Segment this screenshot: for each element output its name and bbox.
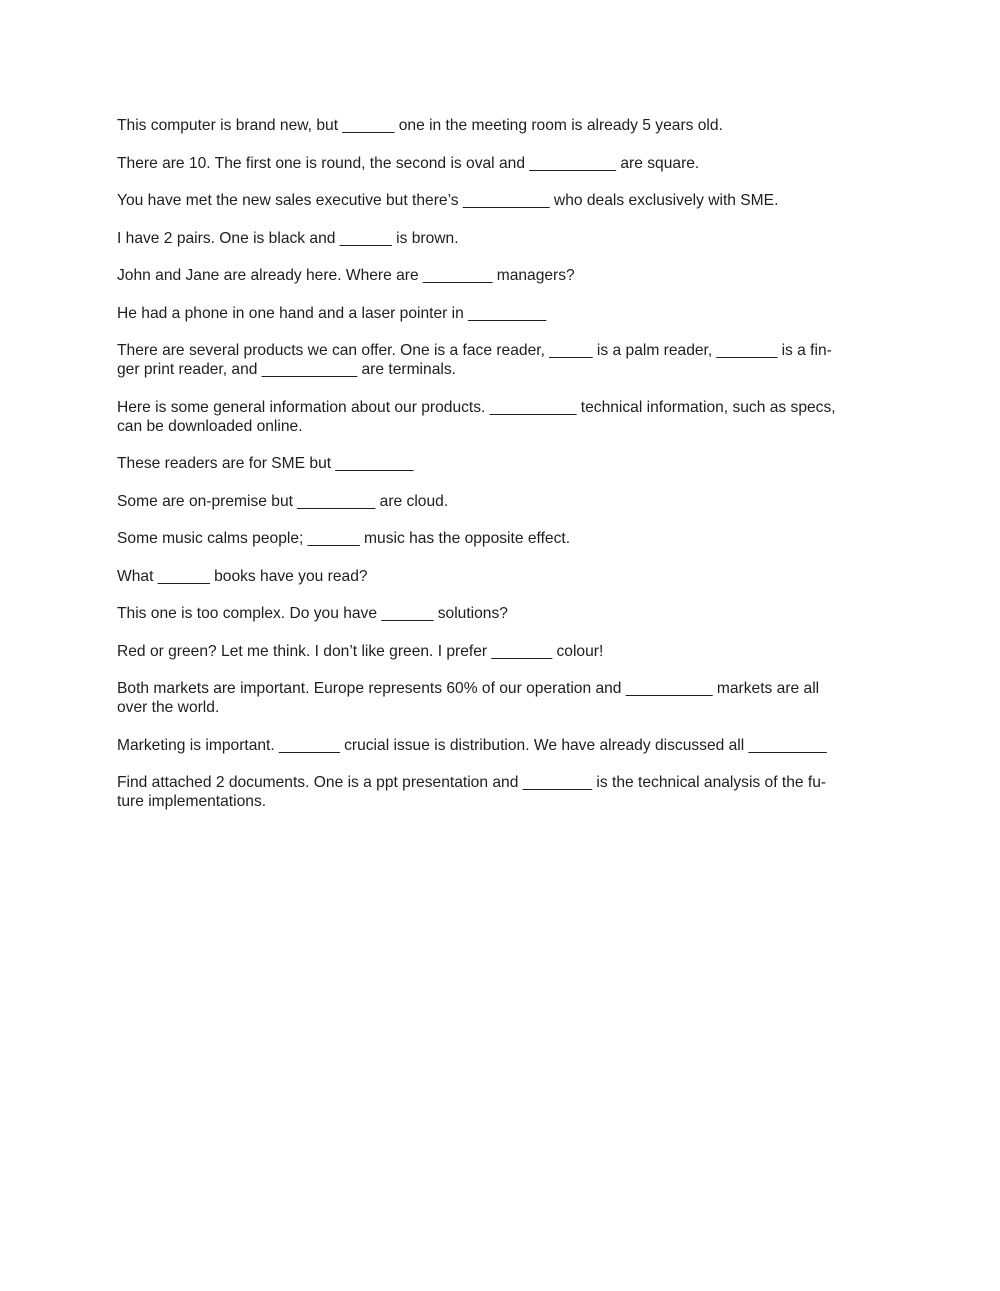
exercise-sentence-1: This computer is brand new, but ______ one in the meeting room is already 5 years old. xyxy=(117,117,723,134)
exercise-sentence-9: These readers are for SME but _________ xyxy=(117,455,414,472)
exercise-sentence-15: Both markets are important. Europe represents 60% of our operation and __________ markets are all over the world. xyxy=(117,680,820,716)
exercise-sentence-6: He had a phone in one hand and a laser pointer in _________ xyxy=(117,304,547,322)
exercise-sentence-10: Some are on-premise but _________ are cloud. xyxy=(117,492,449,510)
exercise-sentence-8: Here is some general information about our products. __________ technical information, such as specs, can be downloaded online. xyxy=(117,398,836,435)
exercise-sentence-4: I have 2 pairs. One is black and ______ is brown. xyxy=(117,229,459,247)
exercise-sentence-16: Marketing is important. _______ crucial issue is distribution. We have already discussed all _________ xyxy=(117,736,827,754)
exercise-sentence-14: Red or green? Let me think. I don’t like green. I prefer _______ colour! xyxy=(117,642,604,660)
exercise-list xyxy=(117,116,877,830)
exercise-sentence-5: John and Jane are already here. Where are ________ managers? xyxy=(117,267,575,284)
exercise-sentence-7: There are several products we can offer. One is a face reader, _____ is a palm reader, _______ is a fin- ger print reader, and ___________ are terminals. xyxy=(117,342,832,378)
exercise-sentence-11: Some music calms people; ______ music has the opposite effect. xyxy=(117,530,571,547)
exercise-sentence-12: What ______ books have you read? xyxy=(117,567,368,585)
exercise-sentence-13: This one is too complex. Do you have ______ solutions? xyxy=(117,605,508,622)
exercise-sentence-2: There are 10. The first one is round, the second is oval and __________ are square. xyxy=(117,154,700,172)
exercise-sentence-17: Find attached 2 documents. One is a ppt presentation and ________ is the technical analysis of the fu- ture implementations. xyxy=(117,774,827,810)
exercise-sentence-3: You have met the new sales executive but there’s __________ who deals exclusively with SME. xyxy=(117,192,779,209)
